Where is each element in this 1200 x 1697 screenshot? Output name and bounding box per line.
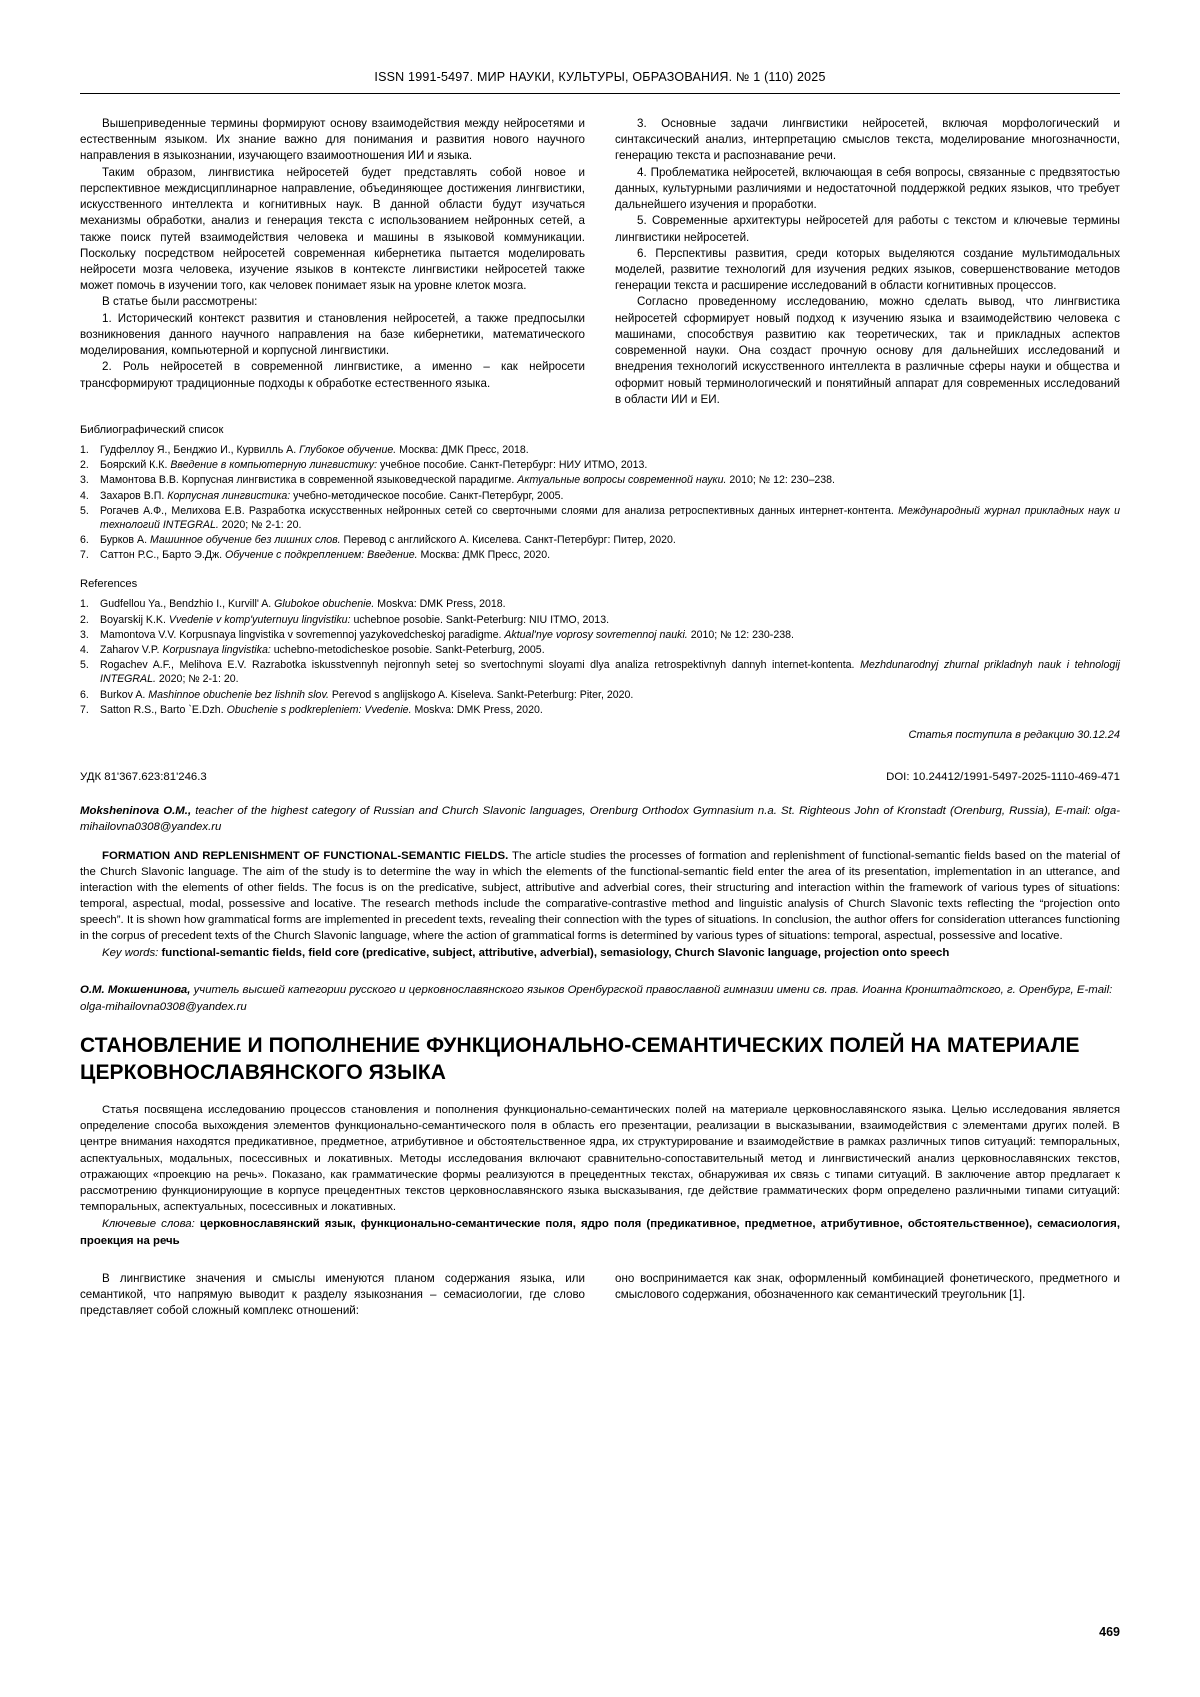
paragraph: Вышеприведенные термины формируют основу взаимодействия между нейросетями и естественным языком. Их знание важно для понимания и развития нового научного направления в языкознании, изучающего взаимоотношения ИИ и языка.: [80, 117, 585, 163]
reference-text: Rogachev A.F., Melihova E.V. Razrabotka iskusstvennyh nejronnyh setej so svertochnymi sloyami dlya analiza retrospektivnyh dannyh internet-kontenta. Mezhdunarodnyj zhurnal prikladnyh nauk i tehnologij INTEGRAL. 2020; № 2-1: 20.: [100, 659, 1120, 686]
keywords-en-label: Key words:: [102, 947, 159, 960]
reference-number: 3.: [80, 628, 89, 641]
paragraph: 2. Роль нейросетей в современной лингвистике, а именно – как нейросети трансформируют традиционные подходы к обработке естественного языка.: [80, 360, 585, 390]
reference-text: Zaharov V.P. Korpusnaya lingvistika: uchebno-metodicheskoe posobie. Sankt-Peterburg, 2005.: [100, 644, 545, 656]
paragraph: оно воспринимается как знак, оформленный комбинацией фонетического, предметного и смыслового содержания, обозначенного как семантический треугольник [1].: [615, 1271, 1120, 1301]
reference-text: Саттон Р.С., Барто Э.Дж. Обучение с подкреплением: Введение. Москва: ДМК Пресс, 2020.: [100, 549, 551, 562]
references-title: References: [80, 578, 138, 591]
reference-number: 2.: [80, 613, 89, 626]
doi-code: DOI: 10.24412/1991-5497-2025-1110-469-471: [886, 770, 1120, 783]
reference-number: 4.: [80, 644, 89, 656]
reference-number: 1.: [80, 443, 89, 456]
paragraph: В лингвистике значения и смыслы именуются планом содержания языка, или семантикой, что напрямую выводит к разделу языкознания – семасиологии, где слово представляет собой сложный комплекс отношений:: [80, 1271, 585, 1318]
author-affiliation-en: [80, 803, 1120, 835]
paragraph: 4. Проблематика нейросетей, включающая в себя вопросы, связанные с предвзятостью данных, культурными различиями и недостаточной поддержкой редких языков, что требует дальнейшего изучения и проработки.: [615, 165, 1120, 212]
paragraph: В статье были рассмотрены:: [102, 295, 258, 309]
reference-item: [80, 443, 1120, 457]
column-right: [615, 116, 1120, 408]
keywords-ru: [80, 1216, 1120, 1248]
keywords-en: [80, 946, 1120, 962]
reference-text: Mamontova V.V. Korpusnaya lingvistika v sovremennoj yazykovedcheskoj paradigme. Aktual'nye voprosy sovremennoj nauki. 2010; № 12: 230-238.: [100, 628, 794, 641]
udk-doi-row: [80, 771, 1120, 783]
reference-item: [80, 658, 1120, 686]
received-date: Статья поступила в редакцию 30.12.24: [908, 728, 1120, 741]
abstract-en-text: The article studies the processes of formation and replenishment of functional-semantic fields based on the material of the Church Slavonic language. The aim of the study is to determine the way in which the elements of the functional-semantic field enter the area of its presentation, implementation in an utterance, and interaction with the elements of other fields. The focus is on the predicative, subject, attributive and adverbial cores, their structuring and interaction within the framework of various types of situations: temporal, aspectual, modal, possessive and locative. The research methods include the comparative-contrastive method and linguistic analysis of Church Slavonic texts reflecting the “projection onto speech”. It is shown how grammatical forms are implemented in precedent texts, revealing their connection with the types of situations. In conclusion, the author offers for consideration utterances functioning in the corpus of precedent texts of the Church Slavonic language, where the action of grammatical forms is determined by various types of situations: temporal, aspectual, possessive and locative.: [80, 850, 1120, 943]
reference-number: 3.: [80, 474, 89, 487]
reference-text: Мамонтова В.В. Корпусная лингвистика в современной языковедческой парадигме. Актуальные вопросы современной науки. 2010; № 12: 230–238.: [100, 474, 835, 487]
udk-code: УДК 81'367.623:81'246.3: [80, 770, 207, 783]
paragraph: 3. Основные задачи лингвистики нейросетей, включая морфологический и синтаксический анализ, интерпретацию смыслов текста, моделирование многозначности, генерацию текста и распознавание речи.: [615, 117, 1120, 163]
reference-item: [80, 688, 1120, 702]
reference-text: Боярский К.К. Введение в компьютерную лингвистику: учебное пособие. Санкт-Петербург: НИУ ИТМО, 2013.: [100, 459, 648, 472]
previous-article-columns: [80, 116, 1120, 408]
author-name-ru: О.М. Мокшенинова,: [80, 984, 191, 997]
paragraph: 1. Исторический контекст развития и становления нейросетей, а также предпосылки возникновения данного научного направления на базе кибернетики, математического моделирования, компьютерной и корпусной лингвистики.: [80, 311, 585, 358]
reference-number: 5.: [80, 504, 89, 517]
reference-item: [80, 504, 1120, 532]
keywords-ru-label: Ключевые слова:: [102, 1218, 195, 1231]
reference-text: Бурков А. Машинное обучение без лишних слов. Перевод с английского А. Киселева. Санкт-Петербург: Питер, 2020.: [100, 534, 676, 547]
paragraph: Согласно проведенному исследованию, можно сделать вывод, что лингвистика нейросетей сформирует новый подход к изучению языка и взаимодействию человека с машинами, способствуя развитию как теоретических, так и прикладных аспектов современной науки. Она создаст прочную основу для дальнейших исследований и внедрения технологий искусственного интеллекта в различные сферы науки и общества и оформит новый терминологический и понятийный аппарат для современных исследований в области ИИ и ЕИ.: [615, 295, 1120, 406]
keywords-en-text: functional-semantic fields, field core (predicative, subject, attributive, adverbial), semasiology, Church Slavonic language, projection onto speech: [158, 947, 950, 960]
paragraph: 6. Перспективы развития, среди которых выделяются создание мультимодальных моделей, развитие технологий для изучения редких языков, совершенствование методов генерации текста и расширение исследований в области когнитивных процессов.: [615, 246, 1120, 293]
reference-item: [80, 548, 1120, 562]
reference-number: 4.: [80, 489, 89, 502]
reference-number: 5.: [80, 659, 89, 672]
author-affiliation-ru: [80, 982, 1120, 1015]
reference-item: [80, 628, 1120, 642]
references-list: [80, 597, 1120, 717]
article-block: [80, 803, 1120, 1319]
page-number: 469: [1099, 1625, 1120, 1639]
column-left: [80, 116, 585, 408]
author-affil-en: teacher of the highest category of Russian and Church Slavonic languages, Orenburg Orthodox Gymnasium n.a. St. Righteous John of Kronstadt (Orenburg, Russia), E-mail: olga-mihailovna0308@yandex.ru: [80, 804, 1120, 834]
reference-item: [80, 703, 1120, 717]
keywords-ru-text: церковнославянский язык, функционально-семантические поля, ядро поля (предикативное, предметное, атрибутивное, обстоятельственное), семасиология, проекция на речь: [80, 1218, 1120, 1247]
reference-number: 7.: [80, 549, 89, 562]
reference-number: 1.: [80, 598, 89, 611]
reference-item: [80, 597, 1120, 611]
bibliography-list: [80, 443, 1120, 563]
body-column-right: [615, 1271, 1120, 1320]
reference-text: Гудфеллоу Я., Бенджио И., Курвилль А. Глубокое обучение. Москва: ДМК Пресс, 2018.: [100, 443, 529, 456]
body-column-left: [80, 1271, 585, 1320]
reference-text: Boyarskij K.K. Vvedenie v komp'yuternuyu lingvistiku: uchebnoe posobie. Sankt-Peterburg: NIU ITMO, 2013.: [100, 613, 610, 626]
paragraph: 5. Современные архитектуры нейросетей для работы с текстом и ключевые термины лингвистики нейросетей.: [615, 214, 1120, 244]
reference-item: [80, 613, 1120, 627]
abstract-ru: Статья посвящена исследованию процессов становления и пополнения функционально-семантических полей на материале церковнославянского языка. Целью исследования является определение способа выхождения элементов функционально-семантического поля в область его презентации, реализации в высказывании, взаимодействия с элементами других полей. В центре внимания находятся предикативное, предметное, атрибутивное и обстоятельственное ядра, их структурирование и взаимодействие в рамках различных типов ситуаций: темпоральных, аспектуальных, модальных, посессивных и локативных. Методы исследования включают сравнительно-сопоставительный метод и лингвистический анализ церковнославянских текстов, отражающих «проекцию на речь». Показано, как грамматические формы реализуются в прецедентных текстах, обнаруживая их связь с типами ситуаций. В заключение автор предлагает к рассмотрению функционирующие в корпусе прецедентных текстов церковнославянского языка высказывания, где действие грамматических форм определено различными типами ситуаций: темпоральных, аспектуальных, посессивных и локативных.: [80, 1104, 1120, 1214]
reference-item: [80, 489, 1120, 503]
abstract-en: [80, 849, 1120, 945]
reference-number: 7.: [80, 703, 89, 716]
reference-text: Рогачев А.Ф., Мелихова Е.В. Разработка искусственных нейронных сетей со сверточными слоями для анализа ретроспективных данных интернет-контента. Международный журнал прикладных наук и технологий INTEGRAL. 2020; № 2-1: 20.: [100, 504, 1120, 531]
running-head: ISSN 1991-5497. МИР НАУКИ, КУЛЬТУРЫ, ОБРАЗОВАНИЯ. № 1 (110) 2025: [80, 70, 1120, 94]
reference-item: [80, 473, 1120, 487]
reference-text: Захаров В.П. Корпусная лингвистика: учебно-методическое пособие. Санкт-Петербург, 2005.: [100, 489, 564, 502]
reference-text: Gudfellou Ya., Bendzhio I., Kurvill' A. Glubokoe obuchenie. Moskva: DMK Press, 2018.: [100, 598, 506, 611]
bibliography-title: Библиографический список: [80, 423, 224, 436]
reference-text: Burkov A. Mashinnoe obuchenie bez lishnih slov. Perevod s anglijskogo A. Kiseleva. Sankt-Peterburg: Piter, 2020.: [100, 688, 634, 701]
paragraph: Таким образом, лингвистика нейросетей будет представлять собой новое и перспективное междисциплинарное направление, объединяющее достижения лингвистики, искусственного интеллекта и когнитивных наук. В данной области будут изучаться механизмы обработки, анализ и генерация текста с использованием нейронных сетей, а также поиск путей взаимодействия человека и машины в языковой коммуникации. Поскольку посредством нейросетей современная кибернетика пытается моделировать нейросети мозга человека, изучение языков в контексте лингвистики нейросетей также может помочь в изучении того, как человек понимает язык на уровне клеток мозга.: [80, 165, 585, 293]
reference-item: [80, 643, 1120, 657]
author-affil-ru: учитель высшей категории русского и церковнославянского языков Оренбургской православной гимназии имени св. прав. Иоанна Кронштадтского, г. Оренбург, E-mail: olga-mihailovna0308@yandex.ru: [80, 984, 1113, 1013]
reference-item: [80, 458, 1120, 472]
title-en: FORMATION AND REPLENISHMENT OF FUNCTIONAL-SEMANTIC FIELDS.: [102, 850, 509, 863]
article-body-columns: [80, 1271, 1120, 1320]
reference-item: [80, 533, 1120, 547]
author-name-en: Moksheninova O.M.,: [80, 804, 192, 817]
reference-number: 6.: [80, 688, 89, 701]
reference-number: 2.: [80, 459, 89, 472]
reference-text: Satton R.S., Barto `E.Dzh. Obuchenie s podkrepleniem: Vvedenie. Moskva: DMK Press, 2020.: [100, 703, 543, 716]
reference-number: 6.: [80, 534, 89, 547]
article-title-ru: СТАНОВЛЕНИЕ И ПОПОЛНЕНИЕ ФУНКЦИОНАЛЬНО-СЕМАНТИЧЕСКИХ ПОЛЕЙ НА МАТЕРИАЛЕ ЦЕРКОВНОСЛАВЯНСКОГО ЯЗЫКА: [80, 1034, 1080, 1084]
page-content: [80, 70, 1120, 1319]
